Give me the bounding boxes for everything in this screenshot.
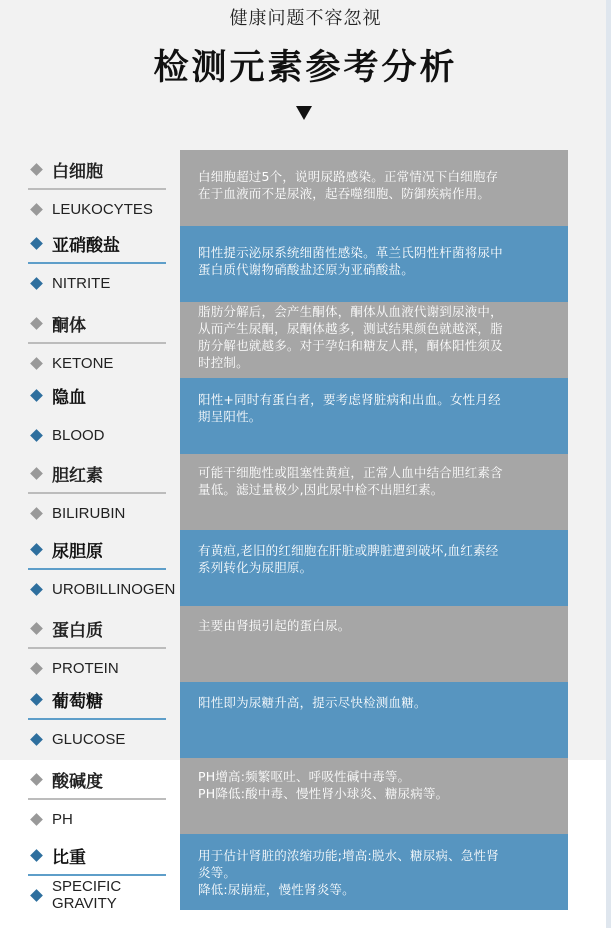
divider-line bbox=[28, 874, 166, 876]
item-description: 可能干细胞性或阻塞性黄疸，正常人血中结合胆红素含 量低。滤过量极少,因此尿中检不出胆红素。 bbox=[180, 454, 568, 530]
diamond-icon bbox=[30, 467, 43, 480]
diamond-icon bbox=[30, 203, 43, 216]
item-name-en: GLUCOSE bbox=[28, 720, 173, 758]
item-description: 阳性+同时有蛋白者，要考虑肾脏病和出血。女性月经 期呈阳性。 bbox=[180, 378, 568, 454]
item-name-cn: 酸碱度 bbox=[28, 762, 168, 796]
item-description: 白细胞超过5个，说明尿路感染。正常情况下白细胞存 在于血液而不是尿液，起吞噬细胞、防御疾病作用。 bbox=[180, 150, 568, 226]
diamond-icon bbox=[30, 429, 43, 442]
item-name-cn: 葡萄糖 bbox=[28, 682, 168, 716]
item-description: 阳性提示泌尿系统细菌性感染。革兰氏阴性杆菌将尿中 蛋白质代谢物硝酸盐还原为亚硝酸盐。 bbox=[180, 226, 568, 302]
diamond-icon bbox=[30, 317, 43, 330]
page-subtitle: 健康问题不容忽视 bbox=[229, 8, 382, 29]
divider-line bbox=[28, 262, 166, 264]
item-name-cn: 隐血 bbox=[28, 378, 168, 412]
item-name-en: SPECIFIC GRAVITY bbox=[28, 876, 173, 914]
divider-line bbox=[28, 718, 166, 720]
diamond-icon bbox=[30, 733, 43, 746]
item-description: 主要由肾损引起的蛋白尿。 bbox=[180, 606, 568, 682]
item-name-en: PH bbox=[28, 800, 173, 838]
diamond-icon bbox=[30, 813, 43, 826]
item-description: PH增高:频繁呕吐、呼吸性碱中毒等。 PH降低:酸中毒、慢性肾小球炎、糖尿病等。 bbox=[180, 758, 568, 834]
item-name-en: LEUKOCYTES bbox=[28, 190, 173, 228]
diamond-icon bbox=[30, 357, 43, 370]
item-description: 有黄疸,老旧的红细胞在肝脏或脾脏遭到破坏,血红素经 系列转化为尿胆原。 bbox=[180, 530, 568, 606]
item-name-en: BILIRUBIN bbox=[28, 494, 173, 532]
item-name-en: KETONE bbox=[28, 344, 173, 382]
item-label bbox=[28, 611, 173, 687]
divider-line bbox=[28, 492, 166, 494]
diamond-icon bbox=[30, 389, 43, 402]
item-label bbox=[28, 226, 173, 302]
diamond-icon bbox=[30, 583, 43, 596]
item-label bbox=[28, 838, 173, 914]
diamond-icon bbox=[30, 277, 43, 290]
item-name-cn: 尿胆原 bbox=[28, 532, 168, 566]
diamond-icon bbox=[30, 693, 43, 706]
item-label bbox=[28, 682, 173, 758]
item-label bbox=[28, 378, 173, 454]
item-name-cn: 蛋白质 bbox=[28, 611, 168, 645]
diamond-icon bbox=[30, 622, 43, 635]
diamond-icon bbox=[30, 237, 43, 250]
right-edge-strip bbox=[606, 0, 611, 928]
divider-line bbox=[28, 568, 166, 570]
item-name-en: UROBILLINOGEN bbox=[28, 570, 173, 608]
item-name-cn: 胆红素 bbox=[28, 456, 168, 490]
diamond-icon bbox=[30, 889, 43, 902]
item-description: 用于估计肾脏的浓缩功能;增高:脱水、糖尿病、急性肾 炎等。 降低:尿崩症，慢性肾炎等。 bbox=[180, 834, 568, 910]
item-name-cn: 酮体 bbox=[28, 306, 168, 340]
item-description: 脂肪分解后，会产生酮体，酮体从血液代谢到尿液中， 从而产生尿酮，尿酮体越多，测试结果颜色就越深，脂 肪分解也就越多。对于孕妇和糖友人群，酮体阳性须及 时控制。 bbox=[180, 302, 568, 378]
divider-line bbox=[28, 798, 166, 800]
item-label bbox=[28, 152, 173, 228]
item-name-cn: 比重 bbox=[28, 838, 168, 872]
diamond-icon bbox=[30, 662, 43, 675]
item-name-en: PROTEIN bbox=[28, 649, 173, 687]
diamond-icon bbox=[30, 163, 43, 176]
item-name-cn: 白细胞 bbox=[28, 152, 168, 186]
item-name-en: NITRITE bbox=[28, 264, 173, 302]
item-label bbox=[28, 762, 173, 838]
divider-line bbox=[28, 342, 166, 344]
divider-line bbox=[28, 647, 166, 649]
item-label bbox=[28, 456, 173, 532]
down-triangle-icon bbox=[296, 106, 312, 120]
item-label bbox=[28, 532, 176, 608]
diamond-icon bbox=[30, 543, 43, 556]
item-label bbox=[28, 306, 173, 382]
item-name-en: BLOOD bbox=[28, 416, 173, 454]
divider-line bbox=[28, 188, 166, 190]
diamond-icon bbox=[30, 507, 43, 520]
diamond-icon bbox=[30, 849, 43, 862]
item-name-cn: 亚硝酸盐 bbox=[28, 226, 168, 260]
page-title: 检测元素参考分析 bbox=[153, 47, 458, 88]
diamond-icon bbox=[30, 773, 43, 786]
item-description: 阳性即为尿糖升高，提示尽快检测血糖。 bbox=[180, 682, 568, 758]
